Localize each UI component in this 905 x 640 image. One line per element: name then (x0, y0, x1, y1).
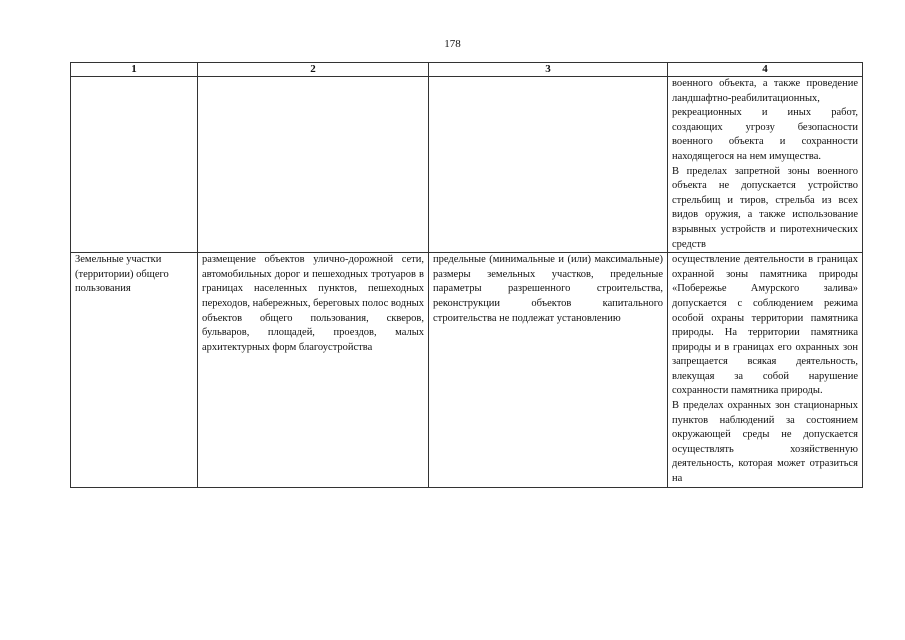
column-header-3: 3 (429, 63, 668, 77)
table-cell (429, 253, 668, 488)
header-row (71, 63, 863, 77)
page-number: 178 (444, 38, 461, 50)
table-cell (198, 253, 429, 488)
table-cell (198, 77, 429, 253)
column-header-4: 4 (668, 63, 863, 77)
table-cell (71, 77, 198, 253)
table-cell (668, 253, 863, 488)
column-header-2: 2 (198, 63, 429, 77)
regulations-table (70, 62, 863, 488)
cell-text: Земельные участки (территории) общего пользования (75, 254, 169, 295)
table-cell (71, 253, 198, 488)
table-row (71, 253, 863, 488)
cell-text: осуществление деятельности в границах охранной зоны памятника природы «Побережье Амурского залива» допускается с соблюдением режима особой охраны территории памятника природы. На территории памятника природы и в границах его охранных зон запрещается всякая деятельность, влекущая за собой нарушение сохранности памятника природы. В пределах охранных зон стационарных пунктов наблюдений за состоянием окружающей среды не допускается осуществлять хозяйственную деятельность, которая может отразиться на (672, 254, 858, 485)
table-row (71, 77, 863, 253)
column-header-1: 1 (71, 63, 198, 77)
cell-text: размещение объектов улично-дорожной сети, автомобильных дорог и пешеходных тротуаров в границах населенных пунктов, пешеходных переходов, набережных, береговых полос водных объектов общего пользования, скверов, бульваров, площадей, проездов, малых архитектурных форм благоустройства (202, 254, 424, 353)
table-cell (668, 77, 863, 253)
cell-text: предельные (минимальные и (или) максимальные) размеры земельных участков, предельные параметры разрешенного строительства, реконструкции объектов капитального строительства не подлежат установлению (433, 254, 663, 324)
cell-text: военного объекта, а также проведение ландшафтно-реабилитационных, рекреационных и иных работ, создающих угрозу безопасности военного объекта и сохранности находящегося на нем имущества. В пределах запретной зоны военного объекта не допускается устройство стрельбищ и тиров, стрельба из всех видов оружия, а также использование взрывных устройств и пиротехнических средств (672, 78, 858, 250)
table-cell (429, 77, 668, 253)
